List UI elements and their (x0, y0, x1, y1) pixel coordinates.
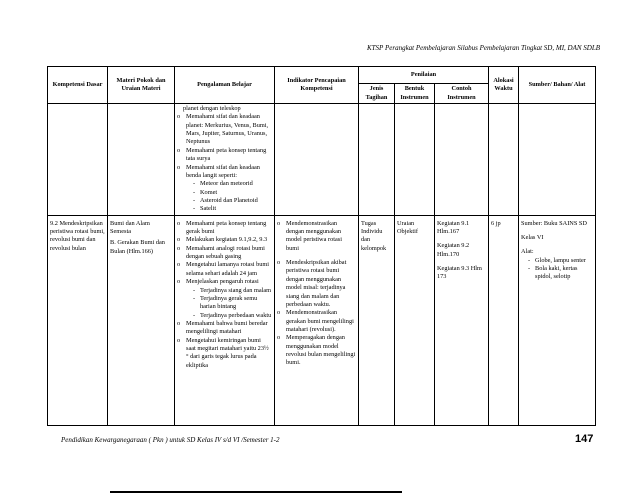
jenis-cell: Tugas Individu dan kelompok (359, 215, 395, 425)
pengalaman-list (177, 220, 272, 370)
list-item: - Globe, lampu senter (521, 257, 593, 265)
materi-sub: B. Gerakan Bumi dan Bulan (Hlm.166) (110, 239, 165, 255)
col-pengalaman: Pengalaman Belajar (175, 67, 275, 104)
list-item: o Mendeskripsikan akibat peristiwa rotasi bumi dengan menggunakan model misal: terjadinya siang dan malam dan perbedaan waktu. (277, 259, 356, 309)
col-indikator: Indikator Pencapaian Kompetensi (275, 67, 359, 104)
alokasi-cell: 6 jp (489, 215, 519, 425)
materi-title: Bumi dan Alam Semesta (110, 219, 150, 236)
pengalaman-list (177, 113, 272, 213)
col-sumber: Sumber/ Bahan/ Alat (519, 67, 596, 104)
sumber-text: Kelas VI (521, 234, 544, 242)
contoh-item: Kegiatan 9.3 Hlm 173 (437, 265, 482, 281)
pengalaman-lead: planet dengan teleskop (183, 105, 241, 112)
kd-cell: 9.2 Mendeskripsikan peristiwa rotasi bumi, revolusi bumi dan revolusi bulan (48, 215, 108, 425)
col-materi: Materi Pokok dan Uraian Materi (108, 67, 175, 104)
sub-list-item: - Satelit (186, 205, 272, 213)
sub-list-item: - Komet (186, 189, 272, 197)
sumber-list (521, 257, 593, 282)
table-row (48, 215, 596, 425)
bentuk-cell: Uraian Objektif (395, 215, 435, 425)
sub-list-item: - Terjadinya siang dan malam (186, 287, 272, 295)
col-penilaian: Penilaian (359, 67, 489, 84)
contoh-cell (435, 215, 489, 425)
syllabus-table (47, 66, 596, 426)
list-item: o Memahami peta konsep tentang tata surya (177, 147, 272, 164)
col-jenis: Jenis Tagihan (359, 84, 395, 104)
sub-list-item: - Asteroid dan Planetoid (186, 197, 272, 205)
list-item: o Memperagakan dengan menggunakan model revolusi bulan mengelilingi bumi. (277, 334, 356, 367)
list-item: o Melakukan kegiatan 9.1,9.2, 9.3 (177, 236, 272, 244)
sub-list-item: - Meteor dan meteorid (186, 180, 272, 188)
sumber-text: Sumber: Buku SAINS SD (521, 219, 587, 227)
list-item: o Memahami analogi rotasi bumi dengan sebuah gasing (177, 245, 272, 262)
footer-text: Pendidikan Kewarganegaraan ( Pkn ) untuk SD Kelas IV s/d VI /Semester 1-2 (61, 436, 280, 444)
materi-cell (108, 215, 175, 425)
col-bentuk: Bentuk Instrumen (395, 84, 435, 104)
col-alokasi: Alokasi Waktu (489, 67, 519, 104)
list-item: o Mengetahui lamanya rotasi bumi selama sehari adalah 24 jam (177, 261, 272, 278)
list-item: o Menjelaskan pengaruh rotasi - Terjadinya siang dan malam - Terjadinya gerak semu harian bintang - Terjadinya perbedaan waktu (177, 278, 272, 320)
sub-list-item: - Terjadinya gerak semu harian bintang (186, 295, 272, 312)
indikator-cell (275, 215, 359, 425)
table-row (48, 104, 596, 216)
contoh-item: Kegiatan 9.1 Hlm.167 (437, 219, 470, 236)
running-header: KTSP Perangkat Pembelajaran Silabus Pembelajaran Tingkat SD, MI, DAN SDLB (367, 44, 600, 52)
list-item: o Memahami bahwa bumi beredar mengelilingi matahari (177, 320, 272, 337)
col-contoh: Contoh Instrumen (435, 84, 489, 104)
page-number: 147 (575, 433, 594, 445)
sub-list-item: - Terjadinya perbedaan waktu (186, 312, 272, 320)
col-kompetensi-dasar: Kompetensi Dasar (48, 67, 108, 104)
pengalaman-cell (175, 215, 275, 425)
list-item: o Memahami sifat dan keadaan benda langit seperti: - Meteor dan meteorid - Komet - Asteroid dan Planetoid - Satelit (177, 164, 272, 214)
list-item: o Mengetahui kemiringan bumi saat megitari matahari yaitu 23½ ° dari garis tegak lurus pada ekliptika (177, 337, 272, 370)
list-item: o Mendemonstrasikan dengan menggunakan model peristiwa rotasi bumi (277, 220, 356, 253)
header-row-1 (48, 67, 596, 84)
list-item: o Mendemonstrasikan gerakan bumi mengelilingi matahari (revolusi). (277, 309, 356, 334)
pengalaman-cell (175, 104, 275, 216)
sumber-text: Alat: (521, 248, 534, 256)
list-item: - Bola kaki, kertas spidol, selotip (521, 265, 593, 282)
contoh-item: Kegiatan 9.2 Hlm.170 (437, 242, 470, 258)
list-item: o Memahami peta konsep tentang gerak bumi (177, 220, 272, 237)
sumber-cell (519, 215, 596, 425)
indikator-list (277, 220, 356, 368)
list-item: o Memahami sifat dan keadaan planet: Merkurius, Venus, Bumi, Mars, Jupiter, Saturnus, Uranus, Neptunus (177, 113, 272, 146)
